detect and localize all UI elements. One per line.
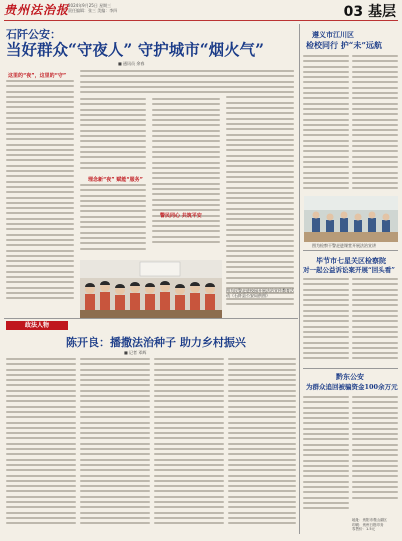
right-bottom-headline-line1: 黔东公安: [336, 372, 364, 381]
right-top-column-2: [352, 55, 398, 195]
feature-column-4: [228, 358, 296, 534]
masthead: [0, 0, 402, 22]
right-mid-column-1: [303, 278, 349, 366]
lead-headline: 当好群众“守夜人” 守护城市“烟火气”: [6, 40, 265, 59]
lead-column-1: [6, 80, 74, 312]
issue-info: [68, 3, 117, 13]
lead-subhead-3: 理念新“夜” 赋能“服务”: [88, 177, 143, 183]
lead-subhead-2: 警民同心 共筑平安: [160, 213, 202, 219]
classroom-lecture-illustration: [304, 196, 398, 242]
right-mid-headline-line1: 毕节市七星关区检察院: [316, 256, 386, 265]
feature-byline: ■ 记者 邓辉: [124, 350, 147, 355]
right-mid-headline-line2: 对一起公益诉讼案开展“回头看”: [303, 266, 395, 274]
right-top-photo: [304, 196, 398, 242]
lead-column-2-top: [80, 98, 146, 174]
feature-top-rule: [4, 318, 298, 319]
top-rule: [4, 20, 398, 21]
lead-subhead-1: 这里的“夜”，这里的“守”: [8, 73, 67, 79]
right-top-column-1: [303, 55, 349, 195]
newspaper-logo: 贵州法治报: [4, 3, 70, 17]
right-divider-2: [303, 368, 398, 369]
section-title: 03 基层: [343, 4, 396, 20]
issue-date: 2024年9月25日 星期三: [68, 3, 112, 8]
footer-info: [352, 518, 387, 532]
column-divider: [299, 24, 300, 534]
feature-label: 政法人物: [6, 321, 68, 330]
issue-editors: 责任编辑：张三 美编：李四: [68, 8, 118, 13]
right-bottom-column-2: [352, 396, 398, 504]
right-top-headline-line1: 遵义市江川区: [312, 30, 354, 39]
right-mid-column-2: [352, 278, 398, 366]
right-bottom-column-1: [303, 396, 349, 516]
lead-photo-caption: 图为民警走进校园开展法治宣传教育活动（石阡县公安局供图）: [226, 288, 294, 298]
right-divider-1: [303, 250, 398, 251]
footer-printer: 印刷：贵州日报印务: [352, 522, 384, 527]
lead-column-2-bottom: [80, 184, 146, 258]
classroom-photo-illustration: [80, 260, 222, 318]
feature-column-3: [154, 358, 224, 534]
right-top-photo-caption: 图为检察干警走进课堂开展法治宣讲: [312, 243, 376, 248]
lead-kicker: 石阡公安：: [6, 28, 61, 41]
right-bottom-headline-line2: 为群众追回被骗资金100余万元: [306, 383, 398, 391]
lead-column-4: [226, 70, 294, 316]
feature-headline: 陈开良：播撒法治种子 助力乡村振兴: [66, 336, 246, 349]
lead-byline: ■ 通讯员 余春: [118, 61, 145, 66]
feature-column-1: [6, 358, 76, 534]
footer-price: 零售价：1.5元: [352, 527, 376, 531]
footer-address: 地址：贵阳市观山湖区: [352, 518, 387, 522]
feature-column-2: [80, 358, 150, 534]
lead-column-3: [152, 98, 220, 258]
right-top-headline-line2: 检校同行 护“未”远航: [306, 40, 382, 50]
lead-photo: [80, 260, 222, 318]
